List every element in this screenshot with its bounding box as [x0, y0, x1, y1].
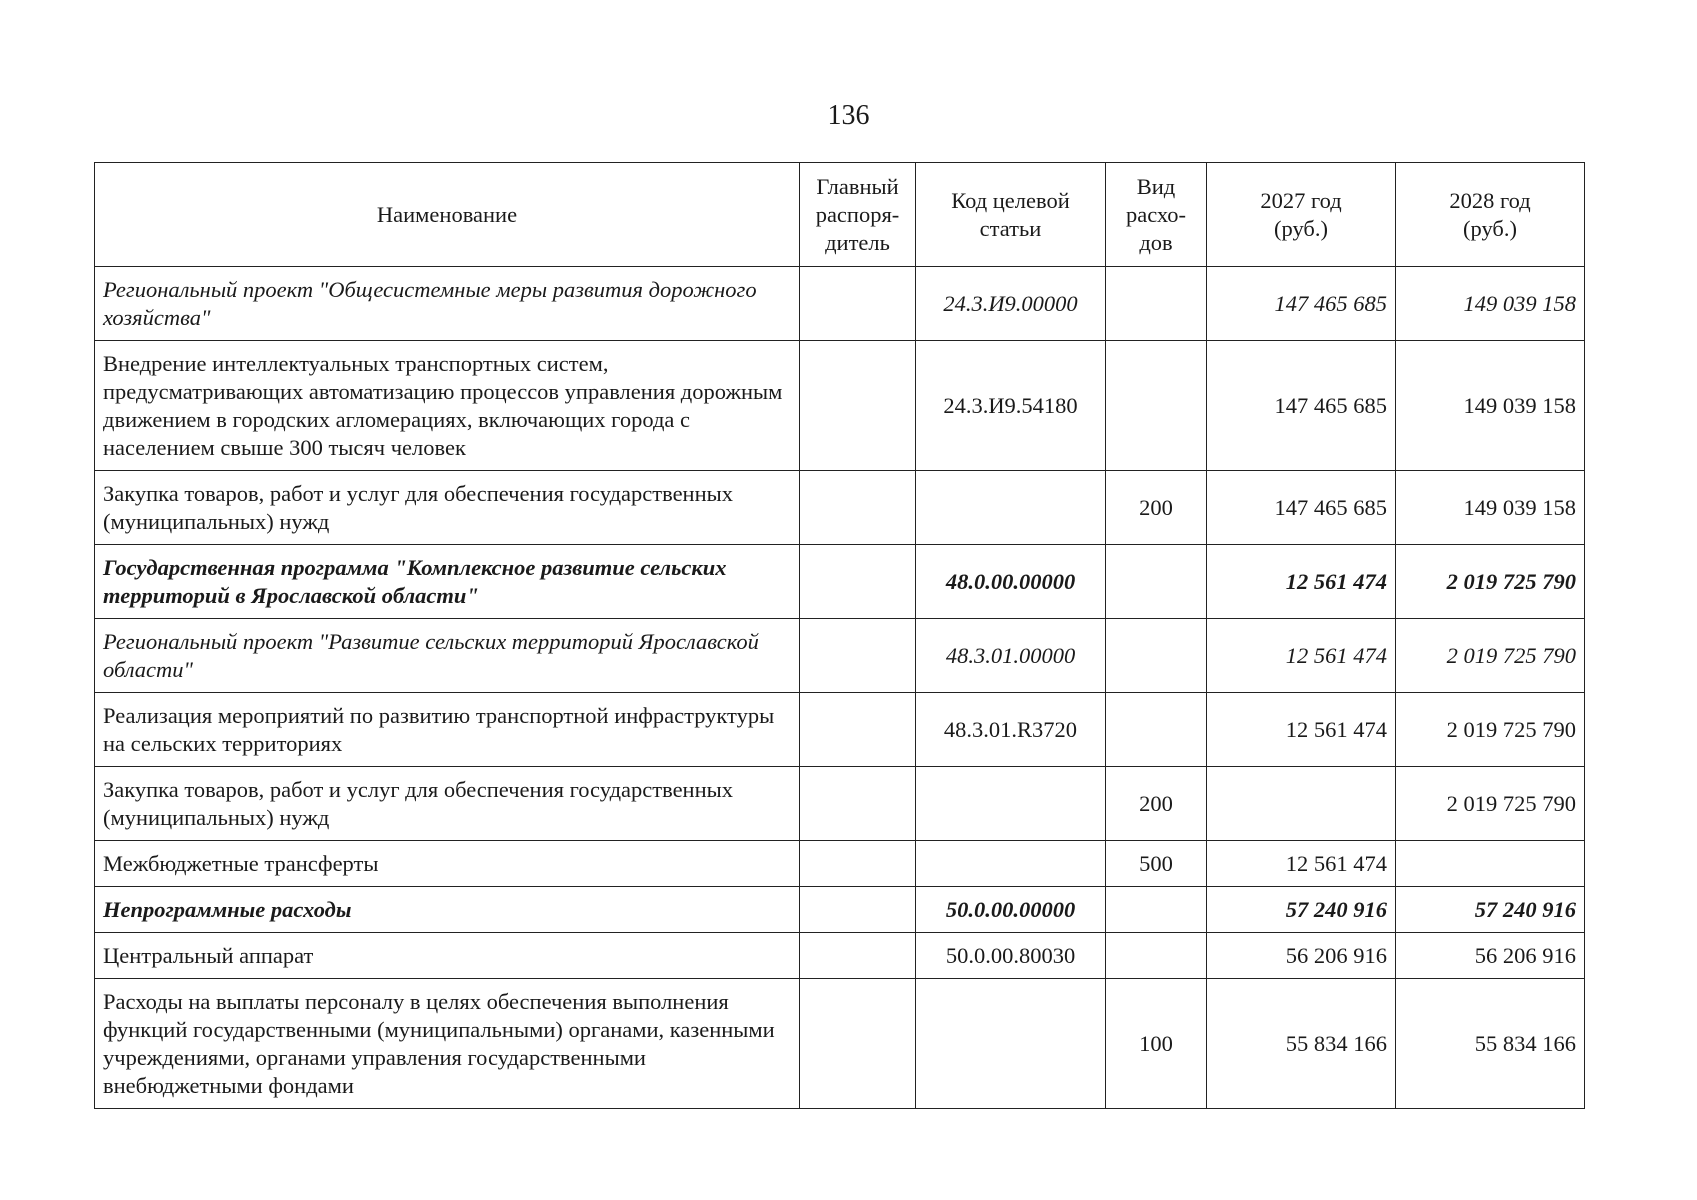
cell-name: Непрограммные расходы — [95, 887, 800, 933]
table-row — [95, 767, 1585, 841]
cell-manager — [800, 693, 916, 767]
table-header-row — [95, 163, 1585, 267]
cell-2027 — [1207, 767, 1396, 841]
cell-name: Центральный аппарат — [95, 933, 800, 979]
cell-expense-type — [1106, 693, 1207, 767]
cell-2028: 2 019 725 790 — [1396, 545, 1585, 619]
table-row — [95, 341, 1585, 471]
cell-manager — [800, 341, 916, 471]
cell-2027: 12 561 474 — [1207, 693, 1396, 767]
cell-code — [916, 841, 1106, 887]
cell-expense-type — [1106, 619, 1207, 693]
header-manager: Главный распоря- дитель — [800, 163, 916, 267]
cell-manager — [800, 767, 916, 841]
cell-2028: 2 019 725 790 — [1396, 693, 1585, 767]
cell-name: Региональный проект "Развитие сельских территорий Ярославской области" — [95, 619, 800, 693]
cell-2028: 149 039 158 — [1396, 471, 1585, 545]
cell-code — [916, 767, 1106, 841]
cell-manager — [800, 619, 916, 693]
cell-2027: 12 561 474 — [1207, 545, 1396, 619]
cell-name: Реализация мероприятий по развитию транспортной инфраструктуры на сельских территориях — [95, 693, 800, 767]
cell-code: 24.3.И9.54180 — [916, 341, 1106, 471]
cell-manager — [800, 545, 916, 619]
cell-2028: 55 834 166 — [1396, 979, 1585, 1109]
header-expense-type: Вид расхо- дов — [1106, 163, 1207, 267]
page-number: 136 — [827, 100, 870, 131]
header-year-2028: 2028 год (руб.) — [1396, 163, 1585, 267]
table-row — [95, 545, 1585, 619]
cell-name: Внедрение интеллектуальных транспортных систем, предусматривающих автоматизацию процессов управления дорожным движением в городских агломерациях, включающих города с населением свыше 300 тысяч человек — [95, 341, 800, 471]
table-row — [95, 267, 1585, 341]
cell-name: Закупка товаров, работ и услуг для обеспечения государственных (муниципальных) нужд — [95, 471, 800, 545]
cell-code: 50.0.00.80030 — [916, 933, 1106, 979]
cell-expense-type: 100 — [1106, 979, 1207, 1109]
table-row — [95, 471, 1585, 545]
cell-manager — [800, 267, 916, 341]
cell-expense-type: 500 — [1106, 841, 1207, 887]
header-name: Наименование — [95, 163, 800, 267]
table-row — [95, 933, 1585, 979]
cell-name: Расходы на выплаты персоналу в целях обеспечения выполнения функций государственными (муниципальными) органами, казенными учреждениями, органами управления государственными внебюджетными фондами — [95, 979, 800, 1109]
cell-code — [916, 471, 1106, 545]
cell-code: 24.3.И9.00000 — [916, 267, 1106, 341]
cell-name: Закупка товаров, работ и услуг для обеспечения государственных (муниципальных) нужд — [95, 767, 800, 841]
cell-2027: 57 240 916 — [1207, 887, 1396, 933]
cell-expense-type — [1106, 267, 1207, 341]
cell-2028 — [1396, 841, 1585, 887]
cell-name: Региональный проект "Общесистемные меры развития дорожного хозяйства" — [95, 267, 800, 341]
table-row — [95, 979, 1585, 1109]
cell-manager — [800, 887, 916, 933]
cell-expense-type — [1106, 341, 1207, 471]
cell-expense-type — [1106, 887, 1207, 933]
cell-2028: 57 240 916 — [1396, 887, 1585, 933]
cell-expense-type — [1106, 545, 1207, 619]
cell-2027: 56 206 916 — [1207, 933, 1396, 979]
cell-2028: 149 039 158 — [1396, 267, 1585, 341]
cell-2027: 147 465 685 — [1207, 341, 1396, 471]
cell-code: 48.3.01.00000 — [916, 619, 1106, 693]
cell-name: Межбюджетные трансферты — [95, 841, 800, 887]
cell-expense-type: 200 — [1106, 767, 1207, 841]
table-row — [95, 693, 1585, 767]
table-row — [95, 841, 1585, 887]
cell-2028: 149 039 158 — [1396, 341, 1585, 471]
cell-2027: 12 561 474 — [1207, 619, 1396, 693]
cell-manager — [800, 471, 916, 545]
cell-code: 48.0.00.00000 — [916, 545, 1106, 619]
cell-code — [916, 979, 1106, 1109]
header-code: Код целевой статьи — [916, 163, 1106, 267]
cell-2028: 56 206 916 — [1396, 933, 1585, 979]
cell-manager — [800, 841, 916, 887]
cell-2027: 147 465 685 — [1207, 471, 1396, 545]
cell-manager — [800, 979, 916, 1109]
table-body — [95, 267, 1585, 1109]
cell-expense-type: 200 — [1106, 471, 1207, 545]
cell-name: Государственная программа "Комплексное развитие сельских территорий в Ярославской области" — [95, 545, 800, 619]
table-row — [95, 619, 1585, 693]
header-year-2027: 2027 год (руб.) — [1207, 163, 1396, 267]
budget-table — [94, 162, 1585, 1109]
cell-2027: 12 561 474 — [1207, 841, 1396, 887]
cell-2027: 147 465 685 — [1207, 267, 1396, 341]
cell-manager — [800, 933, 916, 979]
cell-2028: 2 019 725 790 — [1396, 767, 1585, 841]
cell-expense-type — [1106, 933, 1207, 979]
cell-2028: 2 019 725 790 — [1396, 619, 1585, 693]
cell-2027: 55 834 166 — [1207, 979, 1396, 1109]
table-row — [95, 887, 1585, 933]
cell-code: 50.0.00.00000 — [916, 887, 1106, 933]
cell-code: 48.3.01.R3720 — [916, 693, 1106, 767]
